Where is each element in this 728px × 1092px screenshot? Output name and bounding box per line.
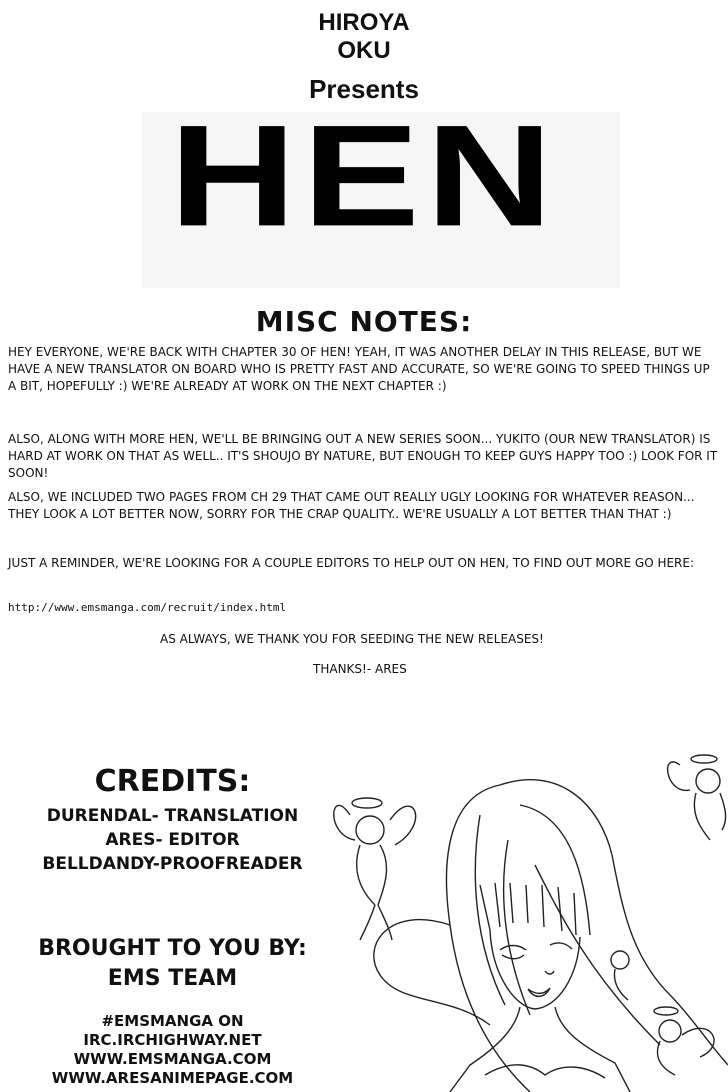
presents-label: Presents (309, 74, 419, 104)
manga-title: HEN (169, 95, 559, 257)
misc-notes-heading: MISC NOTES: (255, 305, 473, 338)
credit-line: ARES- EDITOR (105, 830, 240, 850)
note-paragraph: HEY EVERYONE, WE'RE BACK WITH CHAPTER 30 OF HEN! YEAH, IT WAS ANOTHER DELAY IN THIS RELEASE, BUT WE HAVE A NEW TRANSLATOR ON BOARD WHO IS PRETTY FAST AND ACCURATE, SO WE'RE GOING TO SPEED THINGS UP A BIT, HOPEFULLY :) WE'RE ALREADY AT WORK ON THE NEXT CHAPTER :) (8, 345, 710, 393)
credit-line: DURENDAL- TRANSLATION (46, 806, 299, 826)
credits-heading: CREDITS: (94, 764, 251, 799)
signoff: THANKS!- ARES (313, 662, 407, 676)
note-paragraph: ALSO, ALONG WITH MORE HEN, WE'LL BE BRINGING OUT A NEW SERIES SOON... YUKITO (OUR NEW TRANSLATOR) IS HARD AT WORK ON THAT AS WELL.. IT'S SHOUJO BY NATURE, BUT ENOUGH TO KEEP GUYS HAPPY TOO :) LOOK FOR IT SOON! (8, 432, 718, 480)
author-last-name: OKU (337, 37, 391, 64)
credit-line: BELLDANDY-PROOFREADER (42, 854, 303, 874)
site-line: WWW.EMSMANGA.COM (73, 1050, 272, 1068)
recruit-link[interactable]: http://www.emsmanga.com/recruit/index.html (8, 601, 287, 614)
brought-to-you-heading: BROUGHT TO YOU BY: (38, 936, 307, 961)
thanks-line: AS ALWAYS, WE THANK YOU FOR SEEDING THE NEW RELEASES! (160, 632, 544, 646)
note-paragraph: ALSO, WE INCLUDED TWO PAGES FROM CH 29 THAT CAME OUT REALLY UGLY LOOKING FOR WHATEVER REASON... THEY LOOK A LOT BETTER NOW, SORRY FOR THE CRAP QUALITY.. WE'RE USUALLY A LOT BETTER THAN THAT :) (8, 490, 695, 521)
author-first-name: HIROYA (318, 9, 410, 36)
manga-girl-illustration-icon (330, 745, 728, 1092)
site-line: IRC.IRCHIGHWAY.NET (83, 1031, 262, 1049)
team-name: EMS TEAM (107, 966, 238, 991)
site-line: #EMSMANGA ON (101, 1012, 244, 1030)
site-line: WWW.ARESANIMEPAGE.COM (51, 1069, 294, 1087)
note-paragraph: JUST A REMINDER, WE'RE LOOKING FOR A COUPLE EDITORS TO HELP OUT ON HEN, TO FIND OUT MORE GO HERE: (8, 556, 695, 570)
